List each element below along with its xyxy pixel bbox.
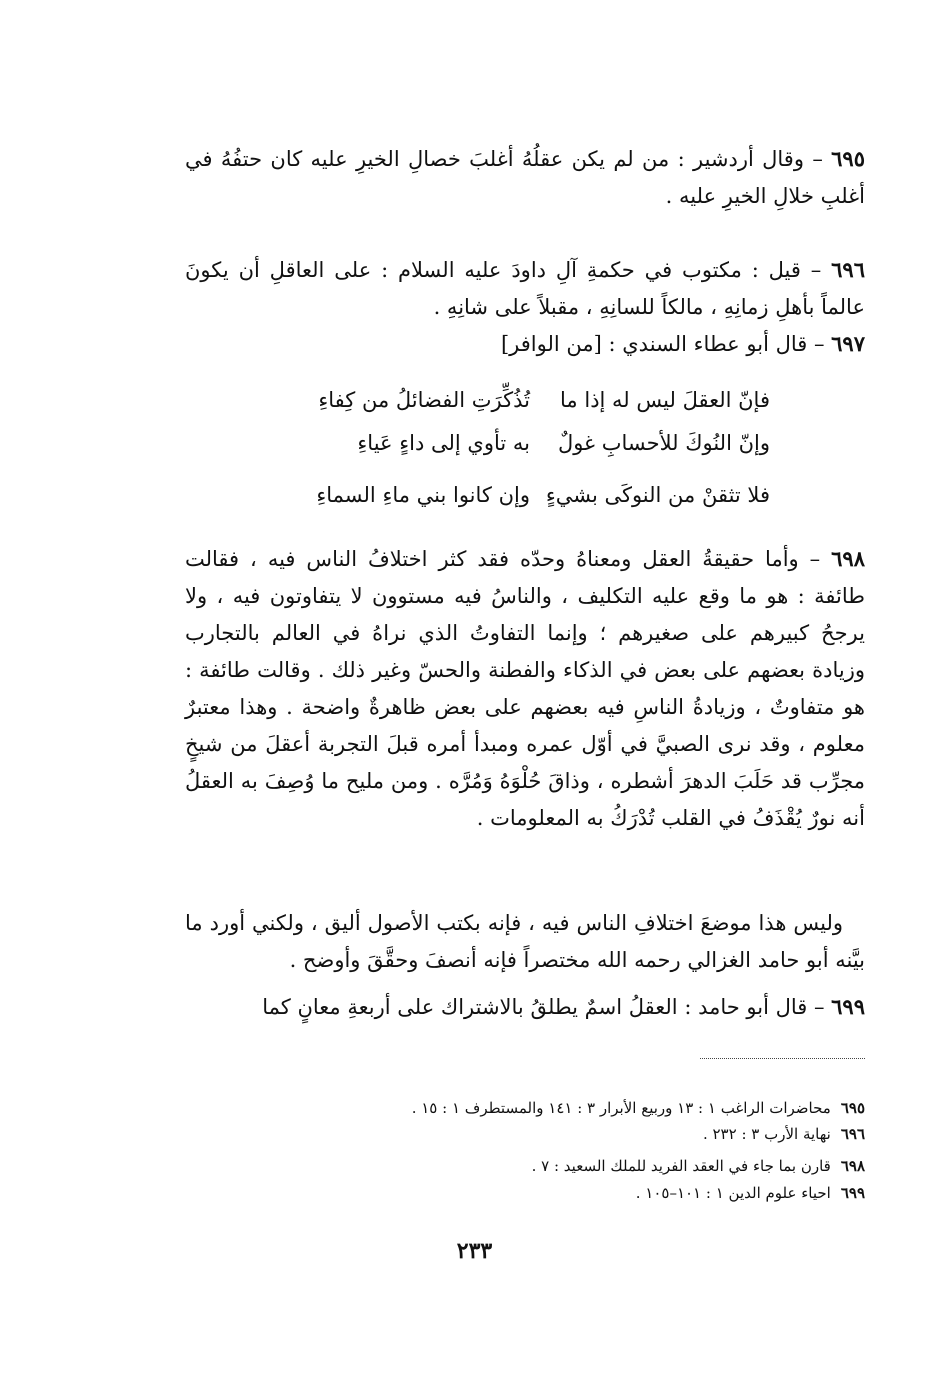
- verse-second-hemistich: تُذُكِّرَتِ الفضائلُ من كِفاءِ: [318, 388, 530, 412]
- verse-second-hemistich: به تأوي إلى داءٍ عَياءِ: [357, 431, 530, 455]
- verse-line-1: [270, 380, 770, 420]
- footnote-699: [300, 1180, 865, 1206]
- verse-first-hemistich: وإنّ النُوكَ للأحسابِ غولٌ: [557, 431, 770, 455]
- footnote-695: [300, 1095, 865, 1121]
- verse-first-hemistich: فلا تثقنْ من النوكَى بشيءٍ: [545, 483, 770, 507]
- paragraph-text: – قيل : مكتوب في حكمةِ آلِ داودَ عليه السلام : على العاقلِ أن يكونَ عالماً بأهلِ زمانِهِ ، مالكاً للسانِهِ ، مقبلاً على شانِهِ .: [185, 258, 865, 319]
- paragraph-text: – قال أبو عطاء السندي : [من الوافر]: [500, 332, 825, 356]
- verse-first-hemistich: فإنّ العقلَ ليس له إذا ما: [560, 388, 770, 412]
- paragraph-text: – قال أبو حامد : العقلُ اسمٌ يطلقُ بالاشتراك على أربعةِ معانٍ كما: [262, 995, 825, 1019]
- footnote-text: محاضرات الراغب ١ : ١٣ وربيع الأبرار ٣ : ١٤١ والمستطرف ١ : ١٥ .: [411, 1099, 831, 1117]
- footnote-text: قارن بما جاء في العقد الفريد للملك السعيد : ٧ .: [531, 1157, 831, 1175]
- footnote-698: [300, 1153, 865, 1179]
- verse-line-2: [270, 423, 770, 463]
- entry-number: ٦٩٧: [831, 331, 865, 356]
- paragraph-text: وليس هذا موضعَ اختلافِ الناس فيه ، فإنه بكتب الأصول أليق ، ولكني أورد ما بيَّنه أبو حامد الغزالي رحمه الله مختصراً فإنه أنصفَ وحقَّقَ وأوضح .: [185, 911, 865, 972]
- footnote-696: [300, 1121, 865, 1147]
- paragraph-text: – وأما حقيقةُ العقل ومعناهُ وحدّه فقد كثر اختلافُ الناس فيه ، فقالت طائفة : هو ما وقع عليه التكليف ، والناسُ فيه مستوون لا يتفاوتون فيه ، ولا يرجحُ كبيرهم على صغيرهم ؛ وإنما التفاوتُ الذي نراهُ في العالم بالتجارب وزيادة بعضهم على بعض في الذكاء والفطنة والحسّ وغير ذلك . وقالت طائفة : هو متفاوتٌ ، وزيادةُ الناسِ فيه بعضهم على بعض ظاهرةٌ واضحة . وهذا معتبرٌ معلوم ، وقد نرى الصبيَّ في أوّل عمره ومبدأ أمره قبلَ التجربة أعقلَ من شيخٍ مجرِّب قد حَلَبَ الدهرَ أشطره ، وذاقَ حُلْوَهُ وَمُرَّه . ومن مليح ما وُصِفَ به العقلُ أنه نورٌ يُقْذَفُ في القلب تُدْرَكُ به المعلومات .: [185, 547, 865, 830]
- footnote-number: ٦٩٩: [840, 1184, 865, 1202]
- page-number: ٢٣٣: [456, 1238, 493, 1264]
- paragraph-698: [185, 540, 865, 837]
- entry-number: ٦٩٦: [831, 257, 865, 282]
- verse-line-3: [270, 475, 770, 515]
- entry-number: ٦٩٥: [831, 146, 865, 171]
- footnote-text: احياء علوم الدين ١ : ١٠١–١٠٥ .: [635, 1184, 831, 1202]
- paragraph-696: [185, 251, 865, 326]
- entry-number: ٦٩٨: [831, 546, 865, 571]
- footnote-separator: [700, 1058, 865, 1059]
- footnote-number: ٦٩٥: [840, 1099, 865, 1117]
- footnote-number: ٦٩٨: [840, 1157, 865, 1175]
- paragraph-text: – وقال أردشير : من لم يكن عقلُهُ أغلبَ خصالِ الخيرِ عليه كان حتفُهُ في أغلبِ خلالِ الخيرِ عليه .: [185, 147, 865, 208]
- paragraph-699: [185, 988, 865, 1026]
- paragraph-695: [185, 140, 865, 215]
- paragraph-697: [185, 325, 865, 363]
- footnote-text: نهاية الأرب ٣ : ٢٣٢ .: [702, 1125, 831, 1143]
- paragraph-continuation: [185, 905, 865, 979]
- footnote-number: ٦٩٦: [840, 1125, 865, 1143]
- entry-number: ٦٩٩: [831, 994, 865, 1019]
- verse-second-hemistich: وإن كانوا بني ماءِ السماءِ: [316, 483, 530, 507]
